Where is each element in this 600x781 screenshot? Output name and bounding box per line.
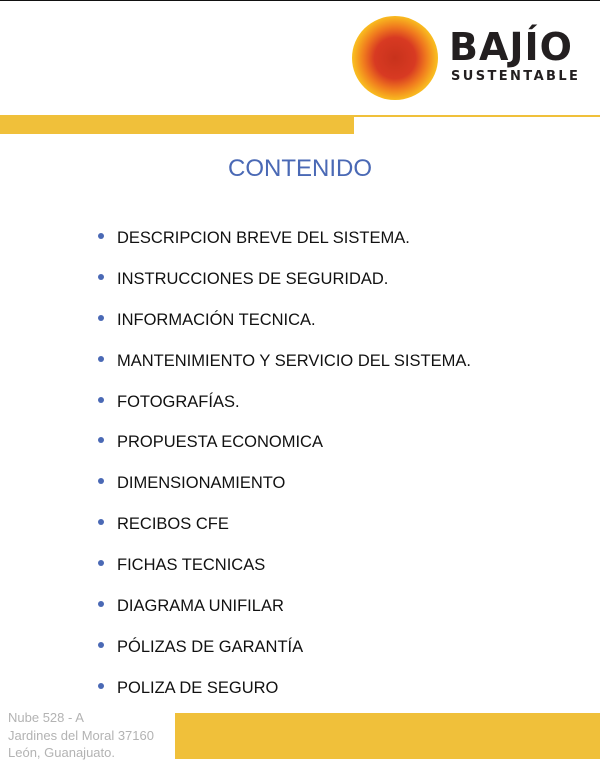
toc-item (98, 390, 471, 431)
toc-item-label: INSTRUCCIONES DE SEGURIDAD. (117, 269, 389, 288)
footer-accent-band (175, 713, 600, 759)
bullet-icon (98, 437, 104, 443)
bullet-icon (98, 356, 104, 362)
header-accent-line (354, 115, 600, 117)
toc-item-label: FICHAS TECNICAS (117, 556, 266, 575)
bullet-icon (98, 560, 104, 566)
toc-item-label: POLIZA DE SEGURO (117, 678, 279, 697)
page-title: CONTENIDO (228, 155, 372, 182)
bullet-icon (98, 478, 104, 484)
company-logo (352, 16, 592, 100)
logo-tagline: SUSTENTABLE (451, 69, 581, 84)
header-accent-band (0, 115, 354, 134)
toc-item (98, 226, 471, 267)
toc-item (98, 471, 471, 512)
address-line: Jardines del Moral 37160 (8, 727, 154, 743)
bullet-icon (98, 683, 104, 689)
toc-item (98, 553, 471, 594)
bullet-icon (98, 274, 104, 280)
toc-item-label: DESCRIPCION BREVE DEL SISTEMA. (117, 229, 410, 247)
toc-item-label: FOTOGRAFÍAS. (117, 392, 240, 411)
toc-item (98, 512, 471, 553)
toc-item (98, 308, 471, 349)
address-line: Nube 528 - A (8, 710, 84, 725)
footer-address (8, 709, 154, 762)
toc-item (98, 430, 471, 471)
bullet-icon (98, 233, 104, 239)
bullet-icon (98, 315, 104, 321)
bullet-icon (98, 397, 104, 403)
toc-item (98, 635, 471, 676)
logo-wordmark: BAJÍO (449, 25, 573, 69)
bullet-icon (98, 519, 104, 525)
toc-item-label: INFORMACIÓN TECNICA. (117, 310, 316, 329)
bullet-icon (98, 642, 104, 648)
bullet-icon (98, 601, 104, 607)
toc-item-label: DIMENSIONAMIENTO (117, 474, 286, 493)
toc-item (98, 267, 471, 308)
toc-item-label: PROPUESTA ECONOMICA (117, 433, 323, 452)
toc-item-label: DIAGRAMA UNIFILAR (117, 597, 284, 616)
sun-logo-icon (352, 16, 438, 100)
toc-item-label: MANTENIMIENTO Y SERVICIO DEL SISTEMA. (117, 351, 471, 370)
table-of-contents (98, 226, 471, 717)
toc-item (98, 594, 471, 635)
toc-item-label: RECIBOS CFE (117, 515, 229, 534)
toc-item (98, 349, 471, 390)
toc-item-label: PÓLIZAS DE GARANTÍA (117, 637, 304, 656)
top-rule (0, 0, 600, 1)
address-line: León, Guanajuato. (8, 745, 115, 760)
